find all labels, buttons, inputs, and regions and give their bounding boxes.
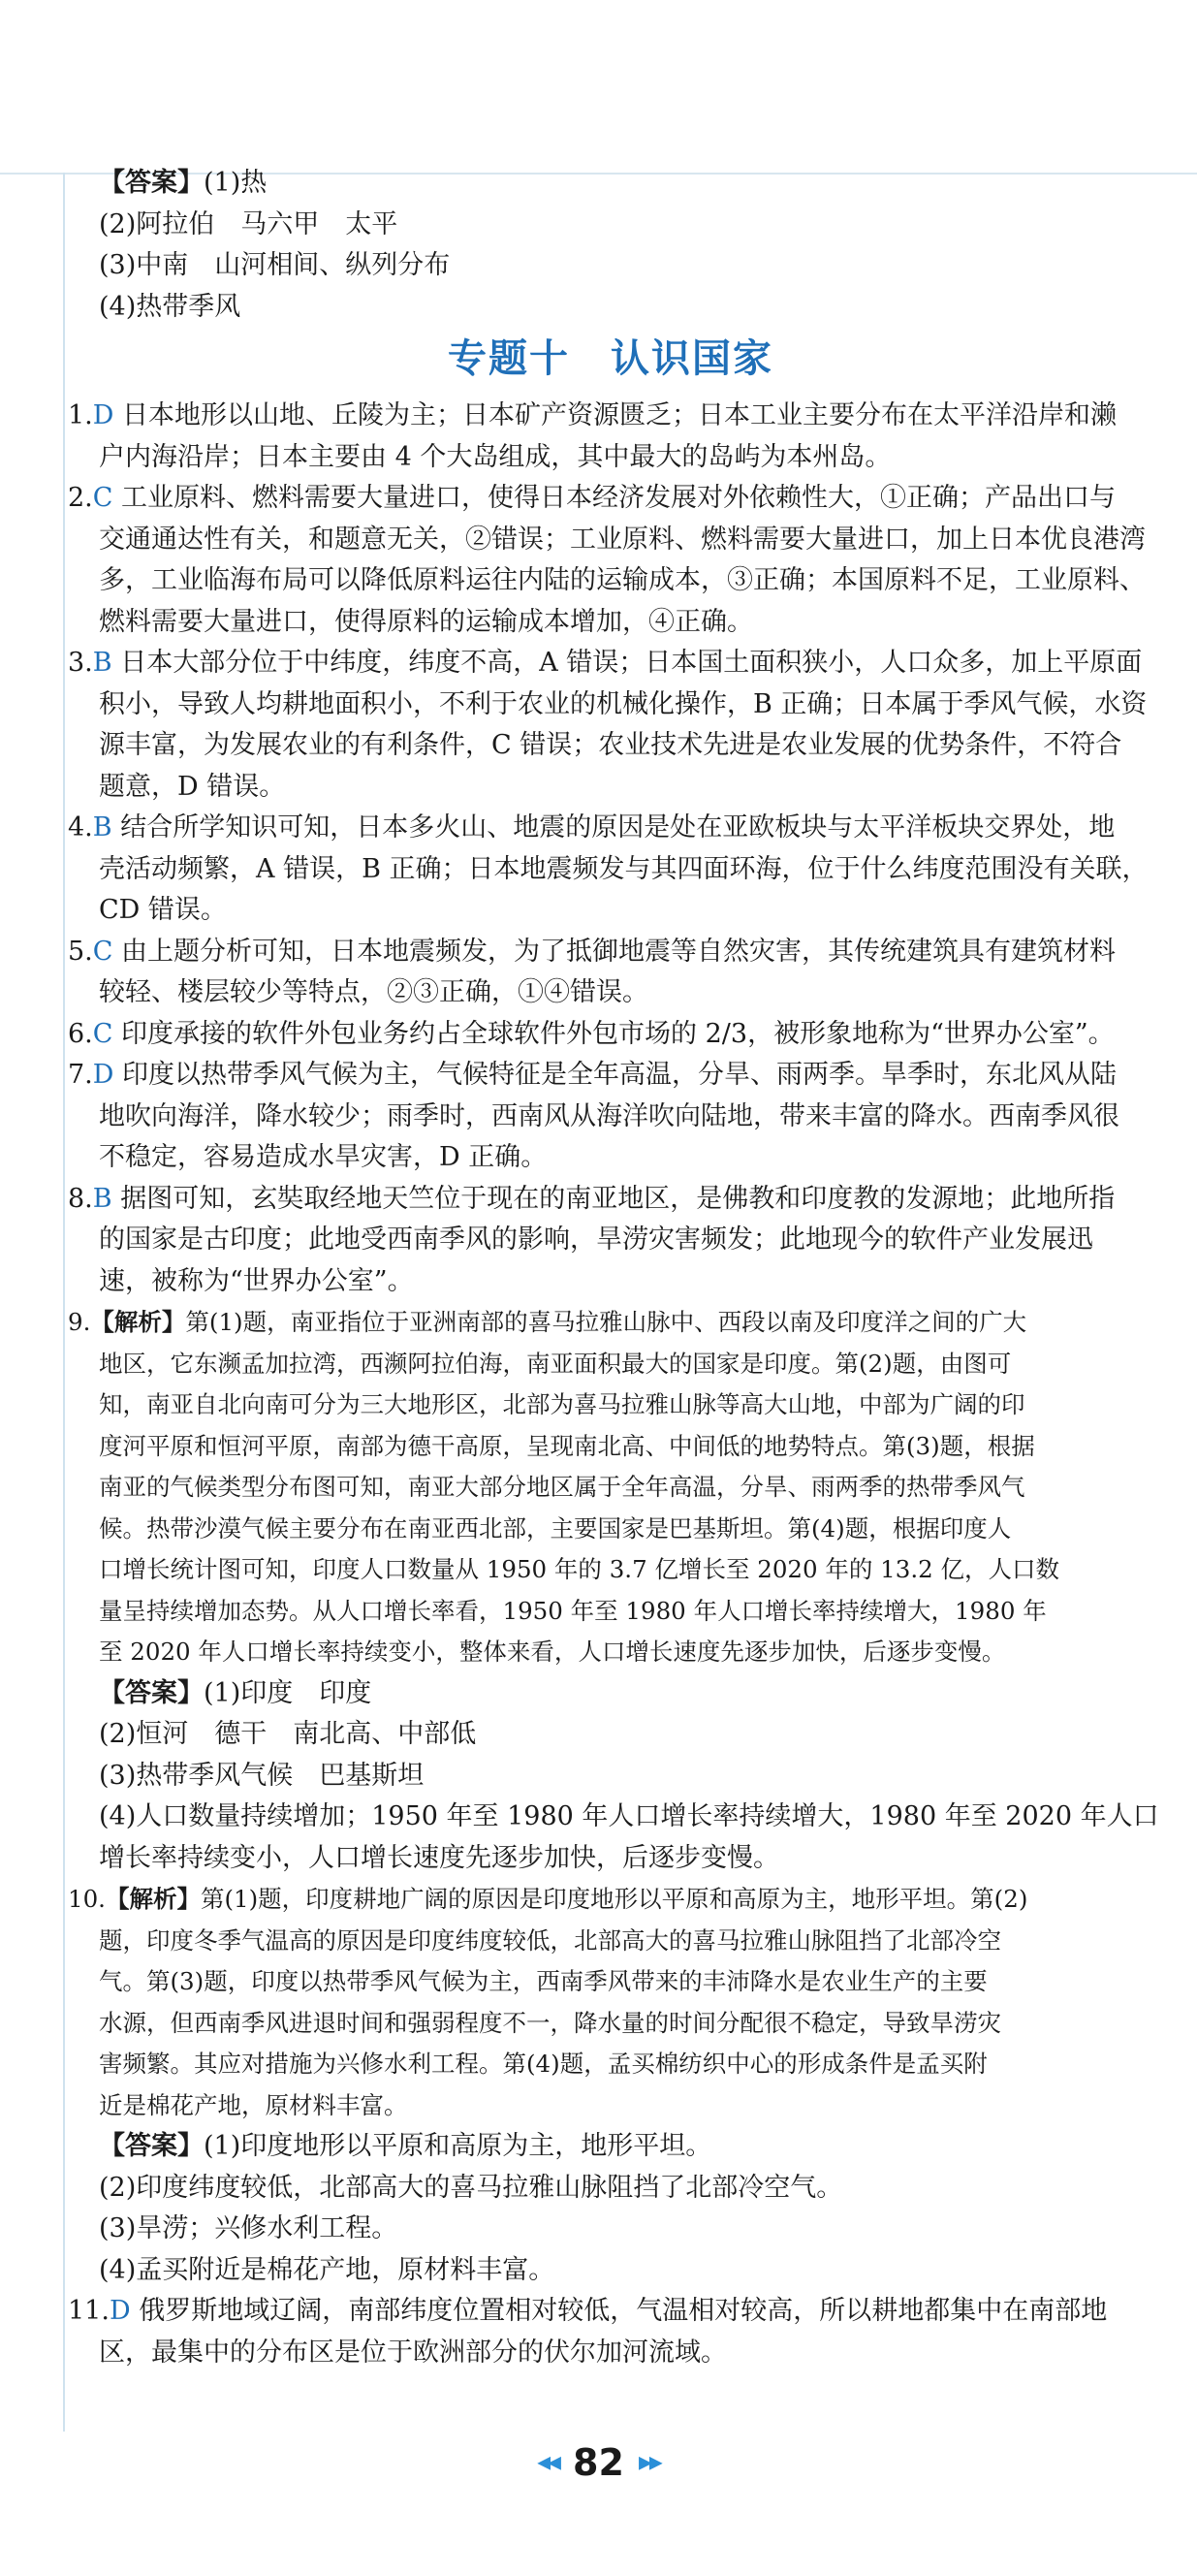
explanation-line: 印度承接的软件外包业务约占全球软件外包市场的 2/3，被形象地称为“世界办公室”。 bbox=[121, 1018, 1115, 1049]
analysis-line: 水源，但西南季风进退时间和强弱程度不一，降水量的时间分配很不稳定，导致旱涝灾 bbox=[99, 2008, 1001, 2037]
section-title: 专题十 认识国家 bbox=[448, 336, 773, 381]
explanation-line: 由上题分析可知，日本地震频发，为了抵御地震等自然灾害，其传统建筑具有建筑材料 bbox=[121, 936, 1117, 967]
question-number: 9. bbox=[68, 1308, 91, 1336]
analysis-line: 度河平原和恒河平原，南部为德干高原，呈现南北高、中间低的地势特点。第(3)题，根据 bbox=[99, 1431, 1035, 1460]
explanation-line: 积小，导致人均耕地面积小，不利于农业的机械化操作，B 正确；日本属于季风气候，水资 bbox=[99, 688, 1148, 719]
answer-line: 增长率持续变小，人口增长速度先逐步加快，后逐步变慢。 bbox=[99, 1842, 779, 1873]
question-8 bbox=[68, 1179, 1153, 1303]
question-number: 2. bbox=[68, 483, 93, 513]
analysis-line: 气。第(3)题，印度以热带季风气候为主，西南季风带来的丰沛降水是农业生产的主要 bbox=[99, 1967, 988, 1995]
explanation-line: 壳活动频繁，A 错误，B 正确；日本地震频发与其四面环海，位于什么纬度范围没有关联， bbox=[99, 853, 1149, 884]
explanation-line: 俄罗斯地域辽阔，南部纬度位置相对较低，气温相对较高，所以耕地都集中在南部地 bbox=[139, 2296, 1108, 2326]
answer-letter: B bbox=[92, 1183, 112, 1214]
explanation-line: 多，工业临海布局可以降低原料运往内陆的运输成本，③正确；本国原料不足，工业原料、 bbox=[99, 565, 1146, 595]
page-footer bbox=[0, 2441, 1197, 2484]
explanation-line: 结合所学知识可知，日本多火山、地震的原因是处在亚欧板块与太平洋板块交界处，地 bbox=[120, 812, 1116, 843]
analysis-label: 【解析】 bbox=[90, 1308, 186, 1336]
question-number: 6. bbox=[68, 1018, 93, 1049]
page-content bbox=[68, 163, 1159, 2373]
answer-letter: D bbox=[92, 400, 114, 430]
analysis-label: 【解析】 bbox=[105, 1885, 201, 1913]
question-6 bbox=[68, 1014, 1153, 1056]
question-7 bbox=[68, 1055, 1153, 1179]
answer-line: (4)热带季风 bbox=[99, 291, 241, 322]
question-number: 5. bbox=[68, 936, 93, 967]
explanation-line: 日本地形以山地、丘陵为主；日本矿产资源匮乏；日本工业主要分布在太平洋沿岸和濑 bbox=[122, 400, 1118, 430]
analysis-line: 候。热带沙漠气候主要分布在南亚西北部，主要国家是巴基斯坦。第(4)题，根据印度人 bbox=[99, 1513, 1012, 1542]
question-number: 1. bbox=[68, 400, 93, 430]
answer-line: (3)热带季风气候 巴基斯坦 bbox=[99, 1760, 425, 1791]
explanation-line: 印度以热带季风气候为主，气候特征是全年高温，分旱、雨两季。旱季时，东北风从陆 bbox=[122, 1060, 1118, 1090]
analysis-line: 近是棉花产地，原材料丰富。 bbox=[99, 2090, 408, 2119]
question-2 bbox=[68, 478, 1153, 643]
question-number: 11. bbox=[68, 2296, 110, 2326]
question-3 bbox=[68, 643, 1153, 808]
question-number: 8. bbox=[68, 1183, 93, 1214]
margin-line bbox=[63, 173, 65, 2432]
analysis-line: 量呈持续增加态势。从人口增长率看，1950 年至 1980 年人口增长率持续增大，1980 年 bbox=[99, 1596, 1047, 1625]
answer-line: (3)旱涝；兴修水利工程。 bbox=[99, 2213, 398, 2243]
analysis-line: 害频繁。其应对措施为兴修水利工程。第(4)题，孟买棉纺织中心的形成条件是孟买附 bbox=[99, 2050, 988, 2078]
analysis-line: 至 2020 年人口增长率持续变小，整体来看，人口增长速度先逐步加快，后逐步变慢。 bbox=[99, 1638, 1006, 1666]
explanation-line: 日本大部分位于中纬度，纬度不高，A 错误；日本国土面积狭小，人口众多，加上平原面 bbox=[120, 648, 1143, 678]
question-number: 7. bbox=[68, 1060, 93, 1090]
explanation-line: 燃料需要大量进口，使得原料的运输成本增加，④正确。 bbox=[99, 606, 753, 637]
answer-letter: C bbox=[92, 483, 113, 513]
top-answer-block bbox=[68, 163, 1153, 328]
question-4 bbox=[68, 808, 1153, 932]
analysis-line: 第(1)题，南亚指位于亚洲南部的喜马拉雅山脉中、西段以南及印度洋之间的广大 bbox=[185, 1308, 1027, 1336]
explanation-line: 的国家是古印度；此地受西南季风的影响，旱涝灾害频发；此地现今的软件产业发展迅 bbox=[99, 1224, 1093, 1255]
answer-letter: C bbox=[92, 1018, 113, 1049]
question-5 bbox=[68, 932, 1153, 1014]
answer-line: (1)印度地形以平原和高原为主，地形平坦。 bbox=[204, 2131, 712, 2161]
answer-line: (4)孟买附近是棉花产地，原材料丰富。 bbox=[99, 2254, 555, 2285]
answer-line: 【答案】(1)热 bbox=[99, 168, 268, 198]
answer-line: (3)中南 山河相间、纵列分布 bbox=[99, 250, 451, 280]
page-number: 82 bbox=[573, 2441, 624, 2484]
question-10 bbox=[68, 1879, 1153, 2291]
explanation-line: 源丰富，为发展农业的有利条件，C 错误；农业技术先进是农业发展的优势条件，不符合 bbox=[99, 730, 1122, 760]
analysis-line: 口增长统计图可知，印度人口数量从 1950 年的 3.7 亿增长至 2020 年的 13.2 亿，人口数 bbox=[99, 1555, 1060, 1583]
answer-letter: D bbox=[92, 1060, 114, 1090]
explanation-line: 题意，D 错误。 bbox=[99, 771, 286, 802]
answer-letter: D bbox=[109, 2296, 131, 2326]
next-arrows-icon: ▶▶ bbox=[639, 2452, 660, 2473]
explanation-line: 区，最集中的分布区是位于欧洲部分的伏尔加河流域。 bbox=[99, 2337, 727, 2368]
analysis-line: 题，印度冬季气温高的原因是印度纬度较低，北部高大的喜马拉雅山脉阻挡了北部冷空 bbox=[99, 1925, 1001, 1955]
analysis-line: 地区，它东濒孟加拉湾，西濒阿拉伯海，南亚面积最大的国家是印度。第(2)题，由图可 bbox=[99, 1349, 1012, 1378]
answer-label: 【答案】 bbox=[99, 2131, 204, 2161]
explanation-line: 交通通达性有关，和题意无关，②错误；工业原料、燃料需要大量进口，加上日本优良港湾 bbox=[99, 524, 1146, 555]
answer-line: (2)阿拉伯 马六甲 太平 bbox=[99, 208, 398, 239]
question-number: 10. bbox=[68, 1885, 106, 1913]
explanation-line: CD 错误。 bbox=[99, 895, 227, 925]
question-11 bbox=[68, 2291, 1153, 2373]
explanation-line: 据图可知，玄奘取经地天竺位于现在的南亚地区，是佛教和印度教的发源地；此地所指 bbox=[120, 1183, 1116, 1214]
answer-line: (2)印度纬度较低，北部高大的喜马拉雅山脉阻挡了北部冷空气。 bbox=[99, 2172, 843, 2203]
analysis-line: 知，南亚自北向南可分为三大地形区，北部为喜马拉雅山脉等高大山地，中部为广阔的印 bbox=[99, 1390, 1025, 1418]
prev-arrows-icon: ◀◀ bbox=[537, 2452, 558, 2473]
answer-letter: B bbox=[92, 812, 112, 843]
explanation-line: 工业原料、燃料需要大量进口，使得日本经济发展对外依赖性大，①正确；产品出口与 bbox=[121, 483, 1117, 513]
analysis-line: 南亚的气候类型分布图可知，南亚大部分地区属于全年高温，分旱、雨两季的热带季风气 bbox=[99, 1473, 1025, 1501]
answer-line: (1)印度 印度 bbox=[204, 1677, 372, 1708]
answer-letter: B bbox=[92, 648, 112, 678]
question-1 bbox=[68, 396, 1153, 478]
answer-line: (4)人口数量持续增加；1950 年至 1980 年人口增长率持续增大，1980 年至 2020 年人口 bbox=[99, 1801, 1159, 1831]
question-number: 3. bbox=[68, 648, 93, 678]
question-number: 4. bbox=[68, 812, 93, 843]
explanation-line: 地吹向海洋，降水较少；雨季时，西南风从海洋吹向陆地，带来丰富的降水。西南季风很 bbox=[99, 1100, 1119, 1131]
explanation-line: 较轻、楼层较少等特点，②③正确，①④错误。 bbox=[99, 977, 648, 1007]
answer-letter: C bbox=[92, 936, 113, 967]
answer-line: (2)恒河 德干 南北高、中部低 bbox=[99, 1719, 477, 1749]
analysis-line: 第(1)题，印度耕地广阔的原因是印度地形以平原和高原为主，地形平坦。第(2) bbox=[200, 1885, 1028, 1913]
explanation-line: 速，被称为“世界办公室”。 bbox=[99, 1265, 414, 1296]
explanation-line: 不稳定，容易造成水旱灾害，D 正确。 bbox=[99, 1142, 548, 1172]
explanation-line: 户内海沿岸；日本主要由 4 个大岛组成，其中最大的岛屿为本州岛。 bbox=[99, 441, 892, 472]
answer-label: 【答案】 bbox=[99, 1677, 204, 1708]
question-9 bbox=[68, 1302, 1159, 1879]
